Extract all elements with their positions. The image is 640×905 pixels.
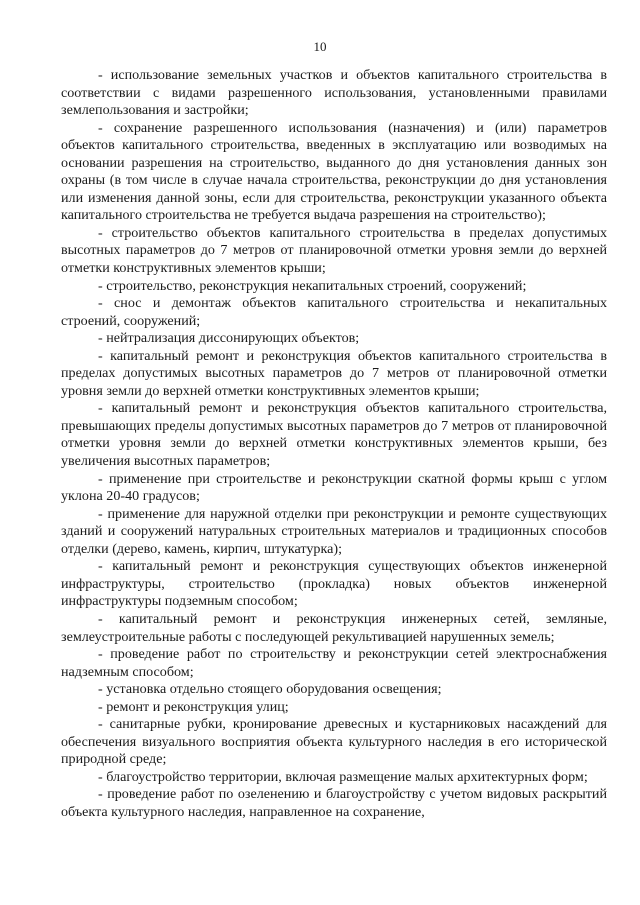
list-item: - капитальный ремонт и реконструкция инженерных сетей, земляные, землеустроительные работы с последующей рекультивацией нарушенных земель; (61, 610, 607, 645)
list-item: - капитальный ремонт и реконструкция существующих объектов инженерной инфраструктуры, строительство (прокладка) новых объектов инженерной инфраструктуры подземным способом; (61, 558, 607, 610)
list-item: - применение для наружной отделки при реконструкции и ремонте существующих зданий и сооружений натуральных строительных материалов и традиционных способов отделки (дерево, камень, кирпич, штукатурка); (61, 505, 607, 557)
list-item: - капитальный ремонт и реконструкция объектов капитального строительства в пределах допустимых высотных параметров до 7 метров от планировочной отметки уровня земли до верхней отметки конструктивных элементов крыши; (61, 347, 607, 399)
list-item: - капитальный ремонт и реконструкция объектов капитального строительства, превышающих пределы допустимых высотных параметров до 7 метров от планировочной отметки уровня земли до верхней отметки конструктивных элементов крыши, без увеличения высотных параметров; (61, 400, 607, 470)
list-item: - сохранение разрешенного использования (назначения) и (или) параметров объектов капитального строительства, введенных в эксплуатацию или возводимых на основании разрешения на строительство, выданного до дня установления данных зон охраны (в том числе в случае начала строительства, реконструкции до дня установления или изменения данной зоны, если для строительства, реконструкции указанного объекта капитального строительства не требуется выдача разрешения на строительство); (61, 119, 607, 224)
list-item: - проведение работ по строительству и реконструкции сетей электроснабжения надземным способом; (61, 646, 607, 680)
list-item: - строительство, реконструкция некапитальных строений, сооружений; (98, 277, 527, 294)
list-item: - применение при строительстве и реконструкции скатной формы крыш с углом уклона 20-40 градусов; (61, 470, 607, 505)
list-item: - снос и демонтаж объектов капитального строительства и некапитальных строений, сооружений; (61, 295, 607, 329)
list-item: - благоустройство территории, включая размещение малых архитектурных форм; (98, 768, 588, 785)
list-item: - санитарные рубки, кронирование древесных и кустарниковых насаждений для обеспечения визуального восприятия объекта культурного наследия в его исторической природной среде; (61, 716, 607, 768)
document-body (61, 67, 607, 822)
list-item: - ремонт и реконструкция улиц; (98, 698, 289, 715)
list-item: - проведение работ по озеленению и благоустройству с учетом видовых раскрытий объекта культурного наследия, направленное на сохранение, (61, 786, 607, 820)
page-number: 10 (313, 39, 327, 54)
list-item: - нейтрализация диссонирующих объектов; (98, 330, 360, 347)
list-item: - строительство объектов капитального строительства в пределах допустимых высотных параметров до 7 метров от планировочной отметки уровня земли до верхней отметки конструктивных элементов крыши; (61, 224, 607, 277)
list-item: - использование земельных участков и объектов капитального строительства в соответствии с видами разрешенного использования, установленными правилами землепользования и застройки; (61, 67, 607, 119)
list-item: - установка отдельно стоящего оборудования освещения; (98, 681, 442, 698)
